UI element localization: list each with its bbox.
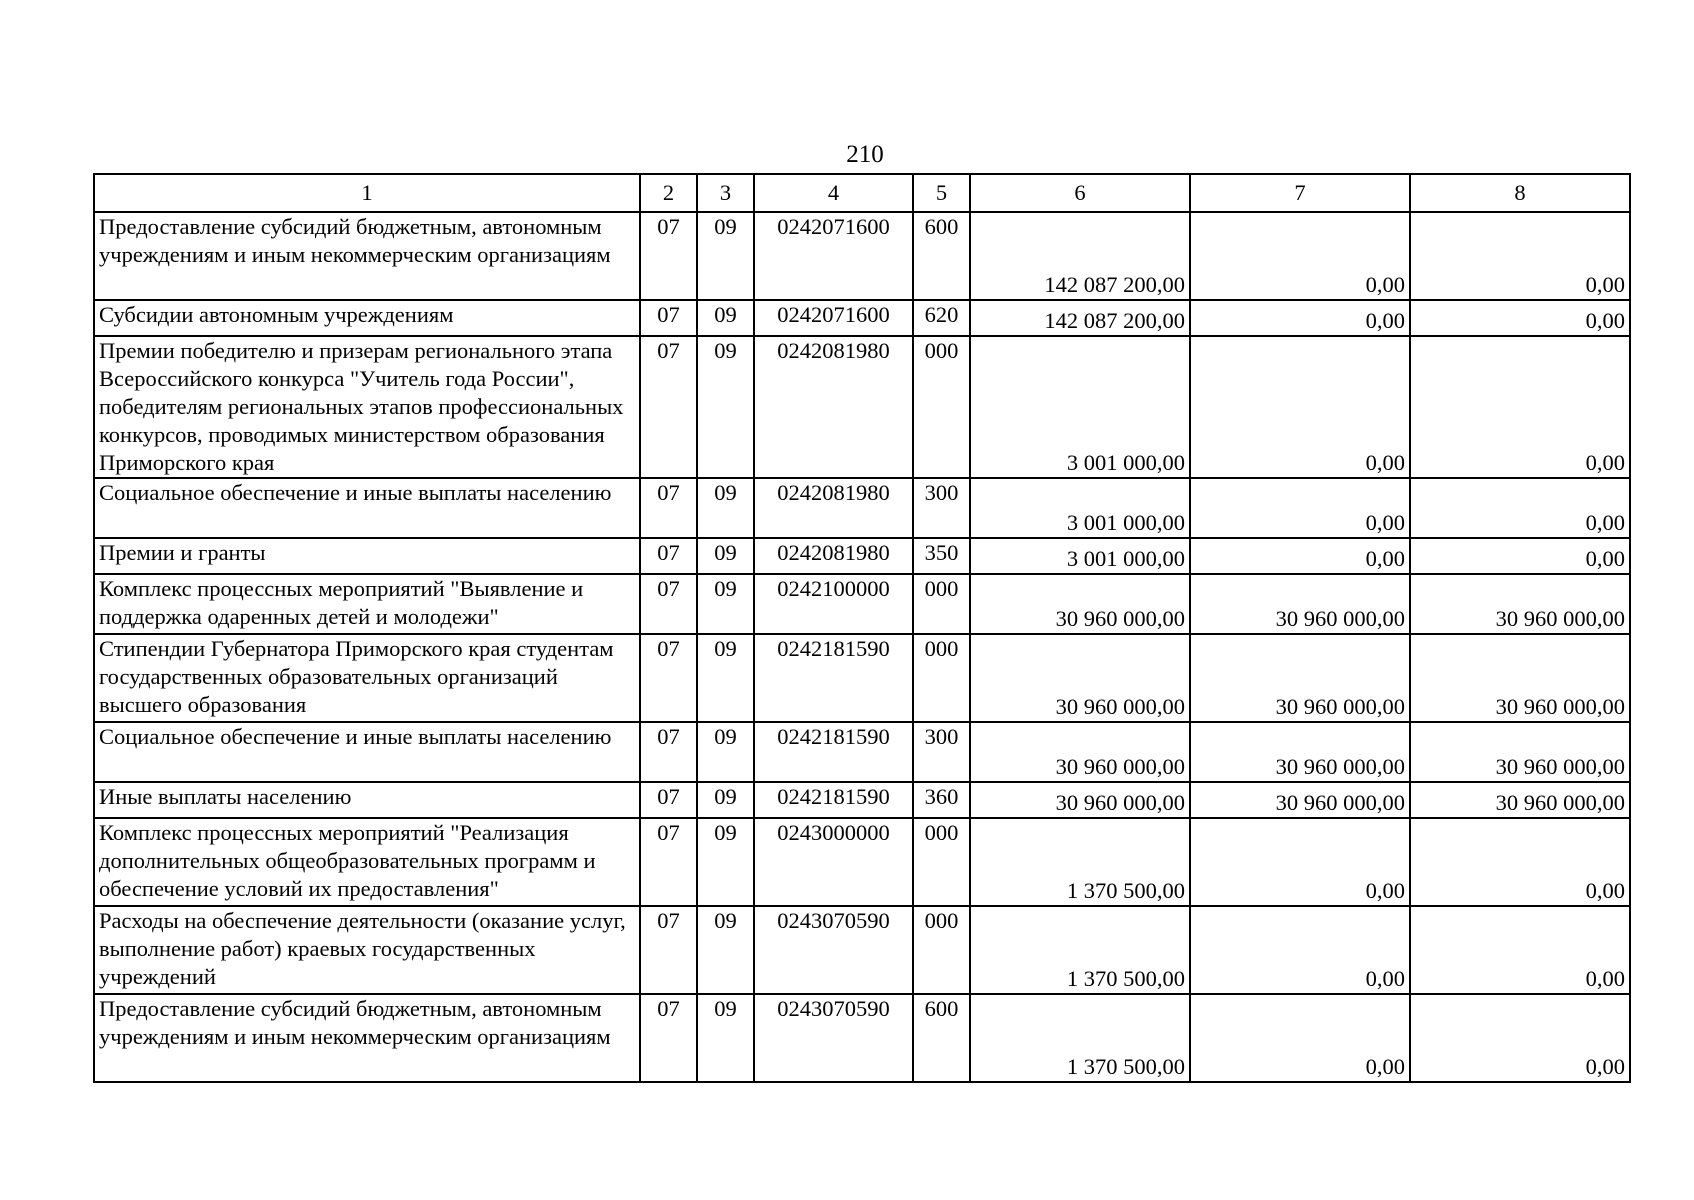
amount-col6-cell: 3 001 000,00 bbox=[970, 336, 1190, 478]
column-header: 4 bbox=[754, 174, 913, 212]
column-header: 5 bbox=[913, 174, 970, 212]
table-row bbox=[94, 336, 1630, 478]
row-name-cell: Социальное обеспечение и иные выплаты населению bbox=[94, 722, 640, 782]
amount-col7-cell: 30 960 000,00 bbox=[1190, 634, 1410, 722]
amount-col8-cell: 30 960 000,00 bbox=[1410, 782, 1630, 818]
target-article-cell: 0242081980 bbox=[754, 336, 913, 478]
amount-col8-cell: 30 960 000,00 bbox=[1410, 722, 1630, 782]
section-code-cell: 07 bbox=[640, 782, 697, 818]
table-row bbox=[94, 634, 1630, 722]
subsection-code-cell: 09 bbox=[697, 212, 754, 300]
amount-col7-cell: 30 960 000,00 bbox=[1190, 574, 1410, 634]
column-header: 3 bbox=[697, 174, 754, 212]
target-article-cell: 0242181590 bbox=[754, 722, 913, 782]
amount-col8-cell: 0,00 bbox=[1410, 538, 1630, 574]
target-article-cell: 0243070590 bbox=[754, 994, 913, 1082]
expense-type-cell: 360 bbox=[913, 782, 970, 818]
section-code-cell: 07 bbox=[640, 336, 697, 478]
section-code-cell: 07 bbox=[640, 634, 697, 722]
section-code-cell: 07 bbox=[640, 478, 697, 538]
amount-col7-cell: 0,00 bbox=[1190, 212, 1410, 300]
subsection-code-cell: 09 bbox=[697, 994, 754, 1082]
amount-col7-cell: 30 960 000,00 bbox=[1190, 782, 1410, 818]
expense-type-cell: 620 bbox=[913, 300, 970, 336]
amount-col8-cell: 0,00 bbox=[1410, 300, 1630, 336]
section-code-cell: 07 bbox=[640, 818, 697, 906]
expense-type-cell: 000 bbox=[913, 574, 970, 634]
row-name-cell: Иные выплаты населению bbox=[94, 782, 640, 818]
amount-col8-cell: 0,00 bbox=[1410, 478, 1630, 538]
amount-col6-cell: 30 960 000,00 bbox=[970, 782, 1190, 818]
subsection-code-cell: 09 bbox=[697, 538, 754, 574]
amount-col8-cell: 0,00 bbox=[1410, 994, 1630, 1082]
target-article-cell: 0242100000 bbox=[754, 574, 913, 634]
section-code-cell: 07 bbox=[640, 994, 697, 1082]
amount-col7-cell: 0,00 bbox=[1190, 906, 1410, 994]
column-header: 8 bbox=[1410, 174, 1630, 212]
row-name-cell: Социальное обеспечение и иные выплаты населению bbox=[94, 478, 640, 538]
subsection-code-cell: 09 bbox=[697, 478, 754, 538]
amount-col8-cell: 0,00 bbox=[1410, 336, 1630, 478]
amount-col6-cell: 3 001 000,00 bbox=[970, 478, 1190, 538]
row-name-cell: Премии и гранты bbox=[94, 538, 640, 574]
section-code-cell: 07 bbox=[640, 906, 697, 994]
table-row bbox=[94, 538, 1630, 574]
subsection-code-cell: 09 bbox=[697, 634, 754, 722]
table-row bbox=[94, 478, 1630, 538]
subsection-code-cell: 09 bbox=[697, 818, 754, 906]
amount-col6-cell: 30 960 000,00 bbox=[970, 634, 1190, 722]
amount-col6-cell: 142 087 200,00 bbox=[970, 212, 1190, 300]
amount-col8-cell: 0,00 bbox=[1410, 906, 1630, 994]
table-row bbox=[94, 212, 1630, 300]
target-article-cell: 0242081980 bbox=[754, 538, 913, 574]
row-name-cell: Расходы на обеспечение деятельности (оказание услуг, выполнение работ) краевых государственных учреждений bbox=[94, 906, 640, 994]
subsection-code-cell: 09 bbox=[697, 574, 754, 634]
column-header: 7 bbox=[1190, 174, 1410, 212]
amount-col7-cell: 0,00 bbox=[1190, 994, 1410, 1082]
expense-type-cell: 300 bbox=[913, 722, 970, 782]
table-row bbox=[94, 300, 1630, 336]
subsection-code-cell: 09 bbox=[697, 906, 754, 994]
amount-col7-cell: 0,00 bbox=[1190, 336, 1410, 478]
section-code-cell: 07 bbox=[640, 300, 697, 336]
amount-col6-cell: 1 370 500,00 bbox=[970, 994, 1190, 1082]
target-article-cell: 0242081980 bbox=[754, 478, 913, 538]
target-article-cell: 0242181590 bbox=[754, 782, 913, 818]
amount-col7-cell: 30 960 000,00 bbox=[1190, 722, 1410, 782]
expense-type-cell: 300 bbox=[913, 478, 970, 538]
amount-col6-cell: 1 370 500,00 bbox=[970, 818, 1190, 906]
section-code-cell: 07 bbox=[640, 212, 697, 300]
amount-col7-cell: 0,00 bbox=[1190, 300, 1410, 336]
target-article-cell: 0243000000 bbox=[754, 818, 913, 906]
row-name-cell: Стипендии Губернатора Приморского края студентам государственных образовательных организаций высшего образования bbox=[94, 634, 640, 722]
row-name-cell: Субсидии автономным учреждениям bbox=[94, 300, 640, 336]
expense-type-cell: 000 bbox=[913, 818, 970, 906]
column-header: 6 bbox=[970, 174, 1190, 212]
expense-type-cell: 000 bbox=[913, 634, 970, 722]
table-row bbox=[94, 818, 1630, 906]
target-article-cell: 0242071600 bbox=[754, 300, 913, 336]
row-name-cell: Премии победителю и призерам регионального этапа Всероссийского конкурса "Учитель года России", победителям региональных этапов профессиональных конкурсов, проводимых министерством образования Приморского края bbox=[94, 336, 640, 478]
amount-col6-cell: 3 001 000,00 bbox=[970, 538, 1190, 574]
amount-col7-cell: 0,00 bbox=[1190, 538, 1410, 574]
subsection-code-cell: 09 bbox=[697, 336, 754, 478]
table-row bbox=[94, 906, 1630, 994]
budget-table bbox=[93, 173, 1631, 1083]
page-number: 210 bbox=[846, 141, 884, 168]
expense-type-cell: 000 bbox=[913, 336, 970, 478]
table-header-row bbox=[94, 174, 1630, 212]
amount-col6-cell: 142 087 200,00 bbox=[970, 300, 1190, 336]
table-row bbox=[94, 722, 1630, 782]
target-article-cell: 0243070590 bbox=[754, 906, 913, 994]
row-name-cell: Комплекс процессных мероприятий "Выявление и поддержка одаренных детей и молодежи" bbox=[94, 574, 640, 634]
table-row bbox=[94, 574, 1630, 634]
row-name-cell: Предоставление субсидий бюджетным, автономным учреждениям и иным некоммерческим организациям bbox=[94, 994, 640, 1082]
amount-col7-cell: 0,00 bbox=[1190, 478, 1410, 538]
expense-type-cell: 600 bbox=[913, 994, 970, 1082]
table-row bbox=[94, 994, 1630, 1082]
subsection-code-cell: 09 bbox=[697, 722, 754, 782]
column-header: 2 bbox=[640, 174, 697, 212]
expense-type-cell: 350 bbox=[913, 538, 970, 574]
amount-col8-cell: 30 960 000,00 bbox=[1410, 634, 1630, 722]
amount-col8-cell: 0,00 bbox=[1410, 818, 1630, 906]
section-code-cell: 07 bbox=[640, 538, 697, 574]
amount-col8-cell: 30 960 000,00 bbox=[1410, 574, 1630, 634]
target-article-cell: 0242071600 bbox=[754, 212, 913, 300]
row-name-cell: Предоставление субсидий бюджетным, автономным учреждениям и иным некоммерческим организациям bbox=[94, 212, 640, 300]
amount-col7-cell: 0,00 bbox=[1190, 818, 1410, 906]
amount-col6-cell: 1 370 500,00 bbox=[970, 906, 1190, 994]
amount-col8-cell: 0,00 bbox=[1410, 212, 1630, 300]
subsection-code-cell: 09 bbox=[697, 300, 754, 336]
subsection-code-cell: 09 bbox=[697, 782, 754, 818]
column-header: 1 bbox=[94, 174, 640, 212]
section-code-cell: 07 bbox=[640, 722, 697, 782]
row-name-cell: Комплекс процессных мероприятий "Реализация дополнительных общеобразовательных программ и обеспечение условий их предоставления" bbox=[94, 818, 640, 906]
amount-col6-cell: 30 960 000,00 bbox=[970, 574, 1190, 634]
table-row bbox=[94, 782, 1630, 818]
target-article-cell: 0242181590 bbox=[754, 634, 913, 722]
expense-type-cell: 000 bbox=[913, 906, 970, 994]
section-code-cell: 07 bbox=[640, 574, 697, 634]
amount-col6-cell: 30 960 000,00 bbox=[970, 722, 1190, 782]
expense-type-cell: 600 bbox=[913, 212, 970, 300]
